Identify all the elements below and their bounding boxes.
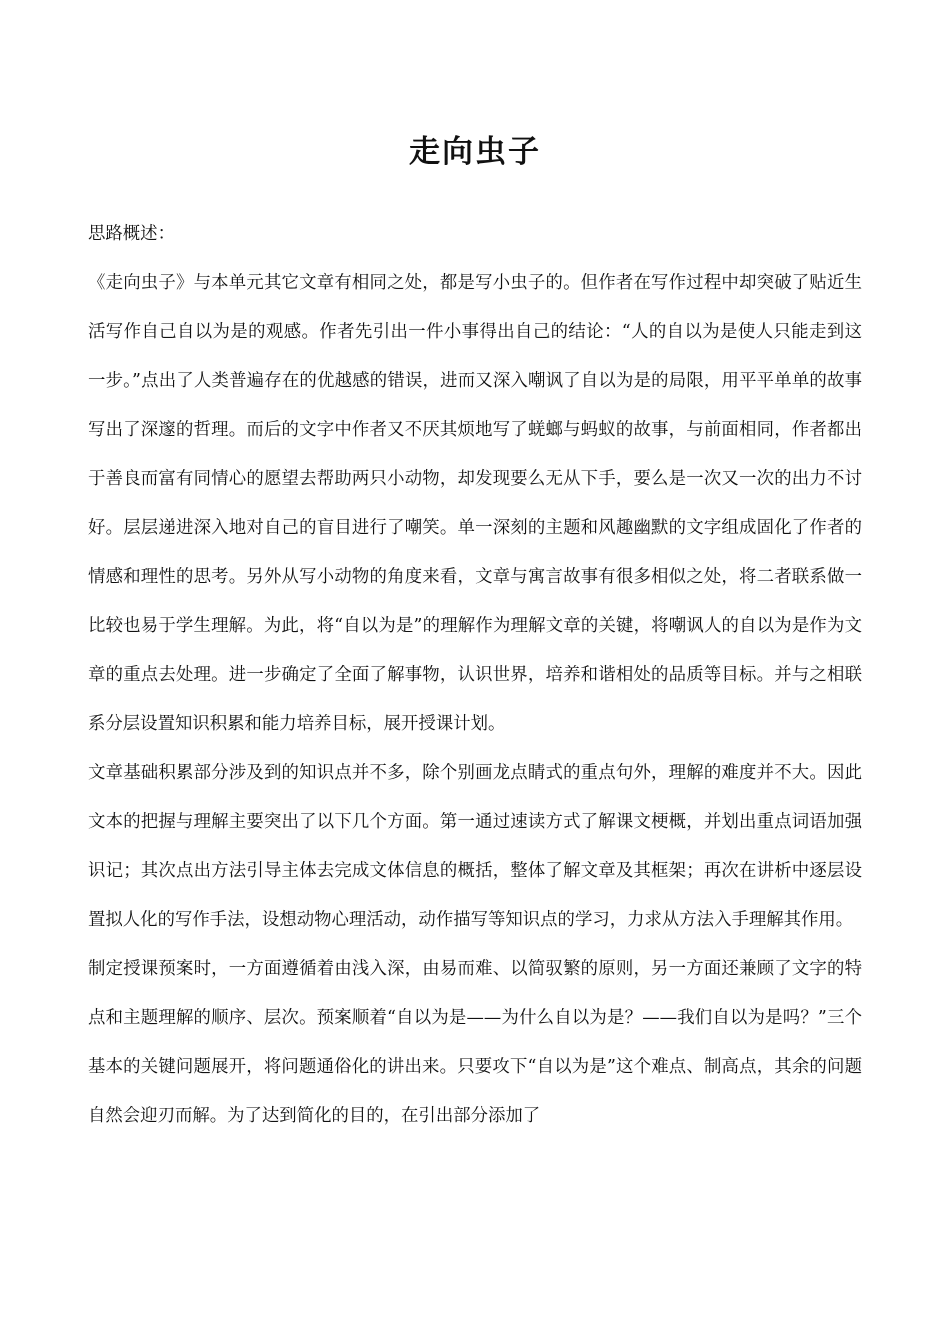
- paragraph-3: 制定授课预案时，一方面遵循着由浅入深，由易而难、以简驭繁的原则，另一方面还兼顾了文字的特点和主题理解的顺序、层次。预案顺着“自以为是——为什么自以为是？——我们自以为是吗？”三个基本的关键问题展开，将问题通俗化的讲出来。只要攻下“自以为是”这个难点、制高点，其余的问题自然会迎刃而解。为了达到简化的目的，在引出部分添加了: [88, 959, 862, 1126]
- document-body: [88, 210, 862, 1141]
- document-title: 走向虫子: [409, 134, 541, 170]
- section-label: 思路概述：: [88, 224, 175, 244]
- paragraph-2: 文章基础积累部分涉及到的知识点并不多，除个别画龙点睛式的重点句外，理解的难度并不大。因此文本的把握与理解主要突出了以下几个方面。第一通过速读方式了解课文梗概，并划出重点词语加强识记；其次点出方法引导主体去完成文体信息的概括，整体了解文章及其框架；再次在讲析中逐层设置拟人化的写作手法，设想动物心理活动，动作描写等知识点的学习，力求从方法入手理解其作用。: [88, 763, 862, 930]
- paragraph-1: 《走向虫子》与本单元其它文章有相同之处，都是写小虫子的。但作者在写作过程中却突破了贴近生活写作自己自以为是的观感。作者先引出一件小事得出自己的结论：“人的自以为是使人只能走到这一步。”点出了人类普遍存在的优越感的错误，进而又深入嘲讽了自以为是的局限，用平平单单的故事写出了深邃的哲理。而后的文字中作者又不厌其烦地写了蜣螂与蚂蚁的故事，与前面相同，作者都出于善良而富有同情心的愿望去帮助两只小动物，却发现要么无从下手，要么是一次又一次的出力不讨好。层层递进深入地对自己的盲目进行了嘲笑。单一深刻的主题和风趣幽默的文字组成固化了作者的情感和理性的思考。另外从写小动物的角度来看，文章与寓言故事有很多相似之处，将二者联系做一比较也易于学生理解。为此，将“自以为是”的理解作为理解文章的关键，将嘲讽人的自以为是作为文章的重点去处理。进一步确定了全面了解事物，认识世界，培养和谐相处的品质等目标。并与之相联系分层设置知识积累和能力培养目标，展开授课计划。: [88, 273, 862, 734]
